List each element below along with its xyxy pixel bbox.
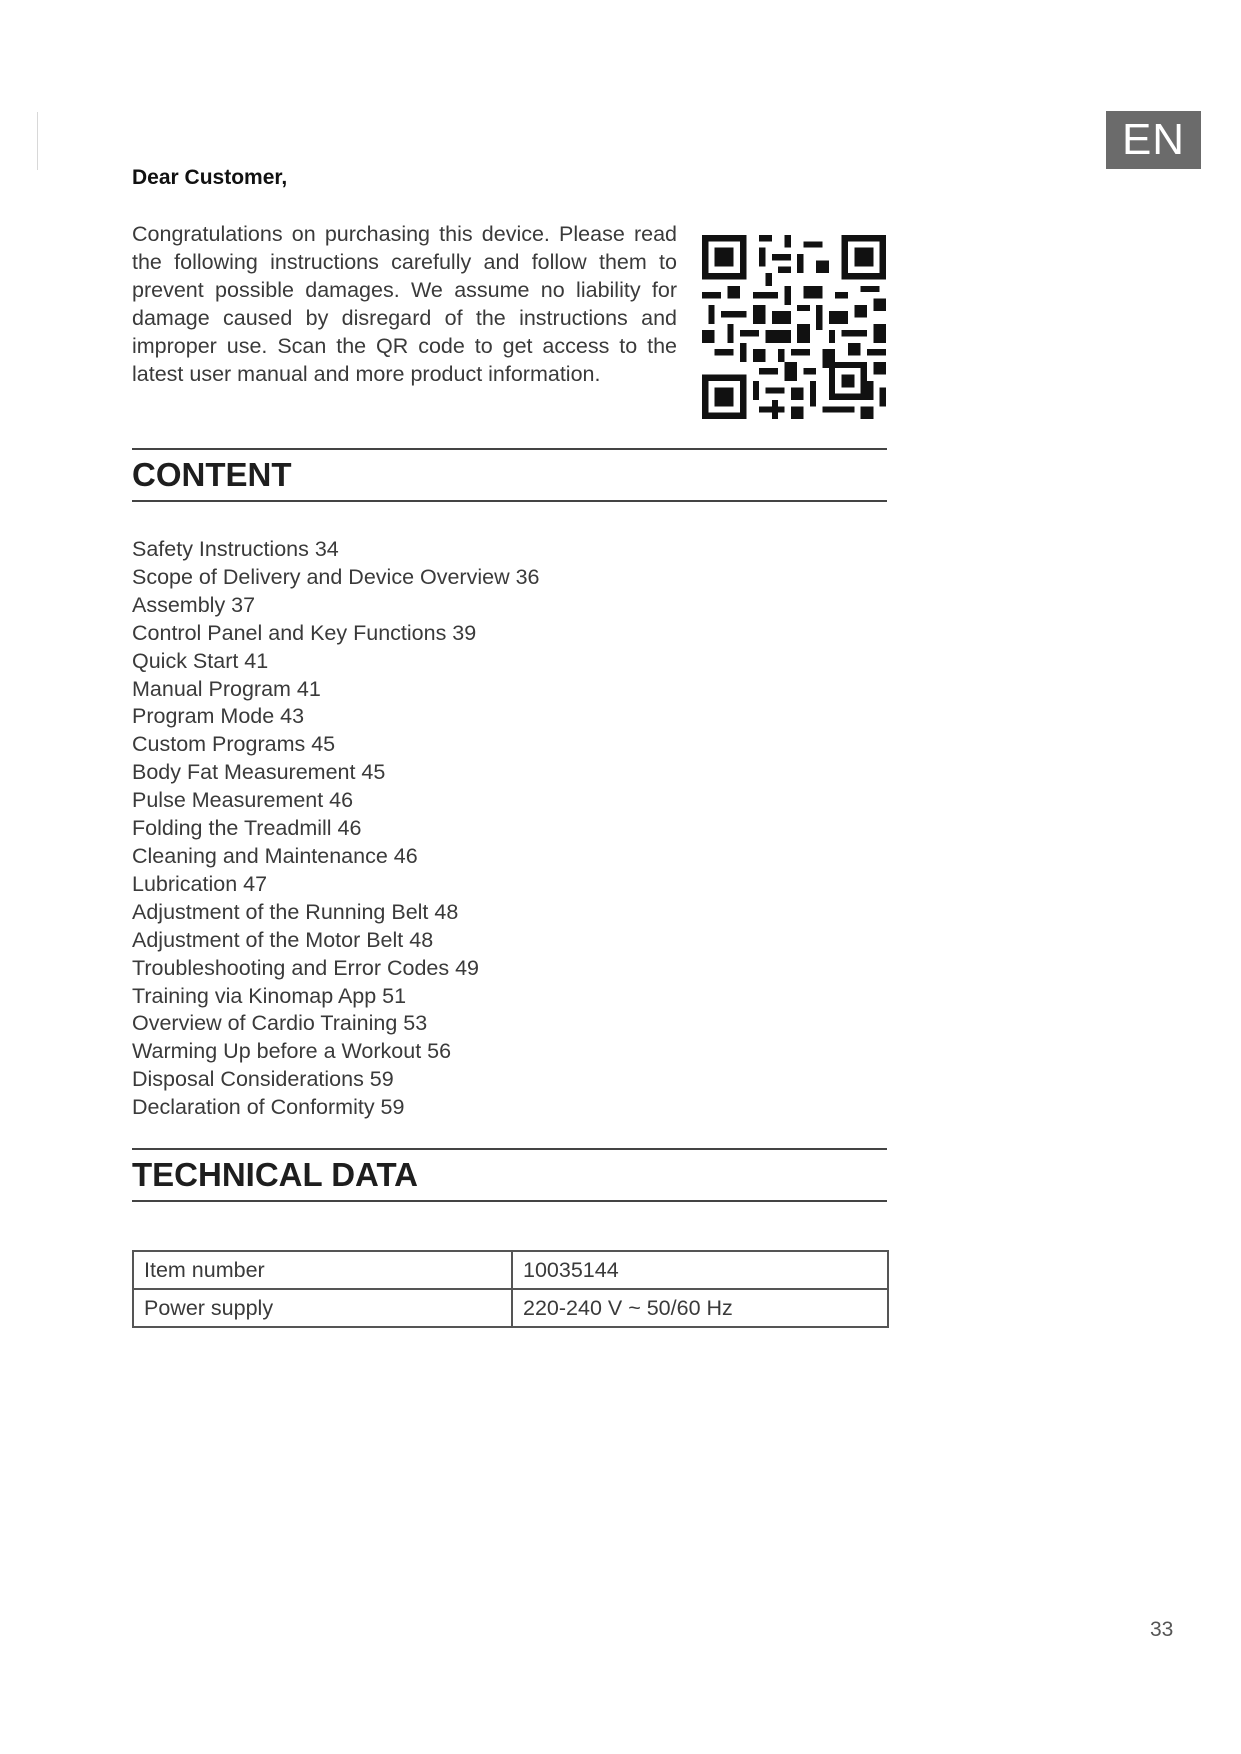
greeting: Dear Customer, bbox=[132, 166, 288, 189]
toc-item: Troubleshooting and Error Codes 49 bbox=[132, 955, 479, 980]
technical-data-title: TECHNICAL DATA bbox=[132, 1156, 418, 1193]
technical-data-top-rule bbox=[132, 1148, 887, 1150]
toc-item: Adjustment of the Motor Belt 48 bbox=[132, 927, 434, 952]
table-cell-value: 10035144 bbox=[512, 1251, 888, 1289]
toc-item: Lubrication 47 bbox=[132, 871, 268, 896]
toc-item: Adjustment of the Running Belt 48 bbox=[132, 899, 459, 924]
content-bottom-rule bbox=[132, 500, 887, 502]
toc-item: Cleaning and Maintenance 46 bbox=[132, 843, 418, 868]
table-row bbox=[133, 1251, 888, 1289]
toc-item: Pulse Measurement 46 bbox=[132, 788, 354, 813]
toc-item: Body Fat Measurement 45 bbox=[132, 760, 386, 785]
toc-item: Scope of Delivery and Device Overview 36 bbox=[132, 564, 540, 589]
toc-item: Quick Start 41 bbox=[132, 648, 269, 673]
toc-item: Custom Programs 45 bbox=[132, 732, 336, 757]
language-badge: EN bbox=[1106, 111, 1201, 169]
toc-item: Safety Instructions 34 bbox=[132, 537, 339, 561]
content-title: CONTENT bbox=[132, 456, 292, 493]
margin-rule bbox=[37, 112, 38, 170]
table-cell-label: Power supply bbox=[133, 1289, 512, 1327]
toc-item: Warming Up before a Workout 56 bbox=[132, 1039, 452, 1064]
toc-item: Training via Kinomap App 51 bbox=[132, 983, 407, 1008]
content-top-rule bbox=[132, 448, 887, 450]
table-cell-label: Item number bbox=[133, 1251, 512, 1289]
intro-paragraph: Congratulations on purchasing this device. Please read the following instructions carefully and follow them to prevent possible damages. We assume no liability for damage caused by disregard of the instructions and improper use. Scan the QR code to get access to the latest user manual and more product information. bbox=[132, 222, 677, 386]
toc-item: Control Panel and Key Functions 39 bbox=[132, 620, 477, 645]
toc-item: Manual Program 41 bbox=[132, 676, 321, 701]
page-number: 33 bbox=[1150, 1618, 1174, 1641]
technical-data-table bbox=[132, 1250, 889, 1328]
toc-item: Program Mode 43 bbox=[132, 704, 305, 729]
toc-item: Folding the Treadmill 46 bbox=[132, 816, 362, 841]
toc-item: Assembly 37 bbox=[132, 592, 256, 617]
toc-item: Overview of Cardio Training 53 bbox=[132, 1011, 428, 1036]
toc-item: Disposal Considerations 59 bbox=[132, 1067, 394, 1092]
technical-data-bottom-rule bbox=[132, 1200, 887, 1202]
toc-item: Declaration of Conformity 59 bbox=[132, 1095, 405, 1120]
table-cell-value: 220-240 V ~ 50/60 Hz bbox=[512, 1289, 888, 1327]
qr-code-icon bbox=[702, 235, 886, 419]
table-row bbox=[133, 1289, 888, 1327]
table-of-contents bbox=[132, 536, 540, 1122]
